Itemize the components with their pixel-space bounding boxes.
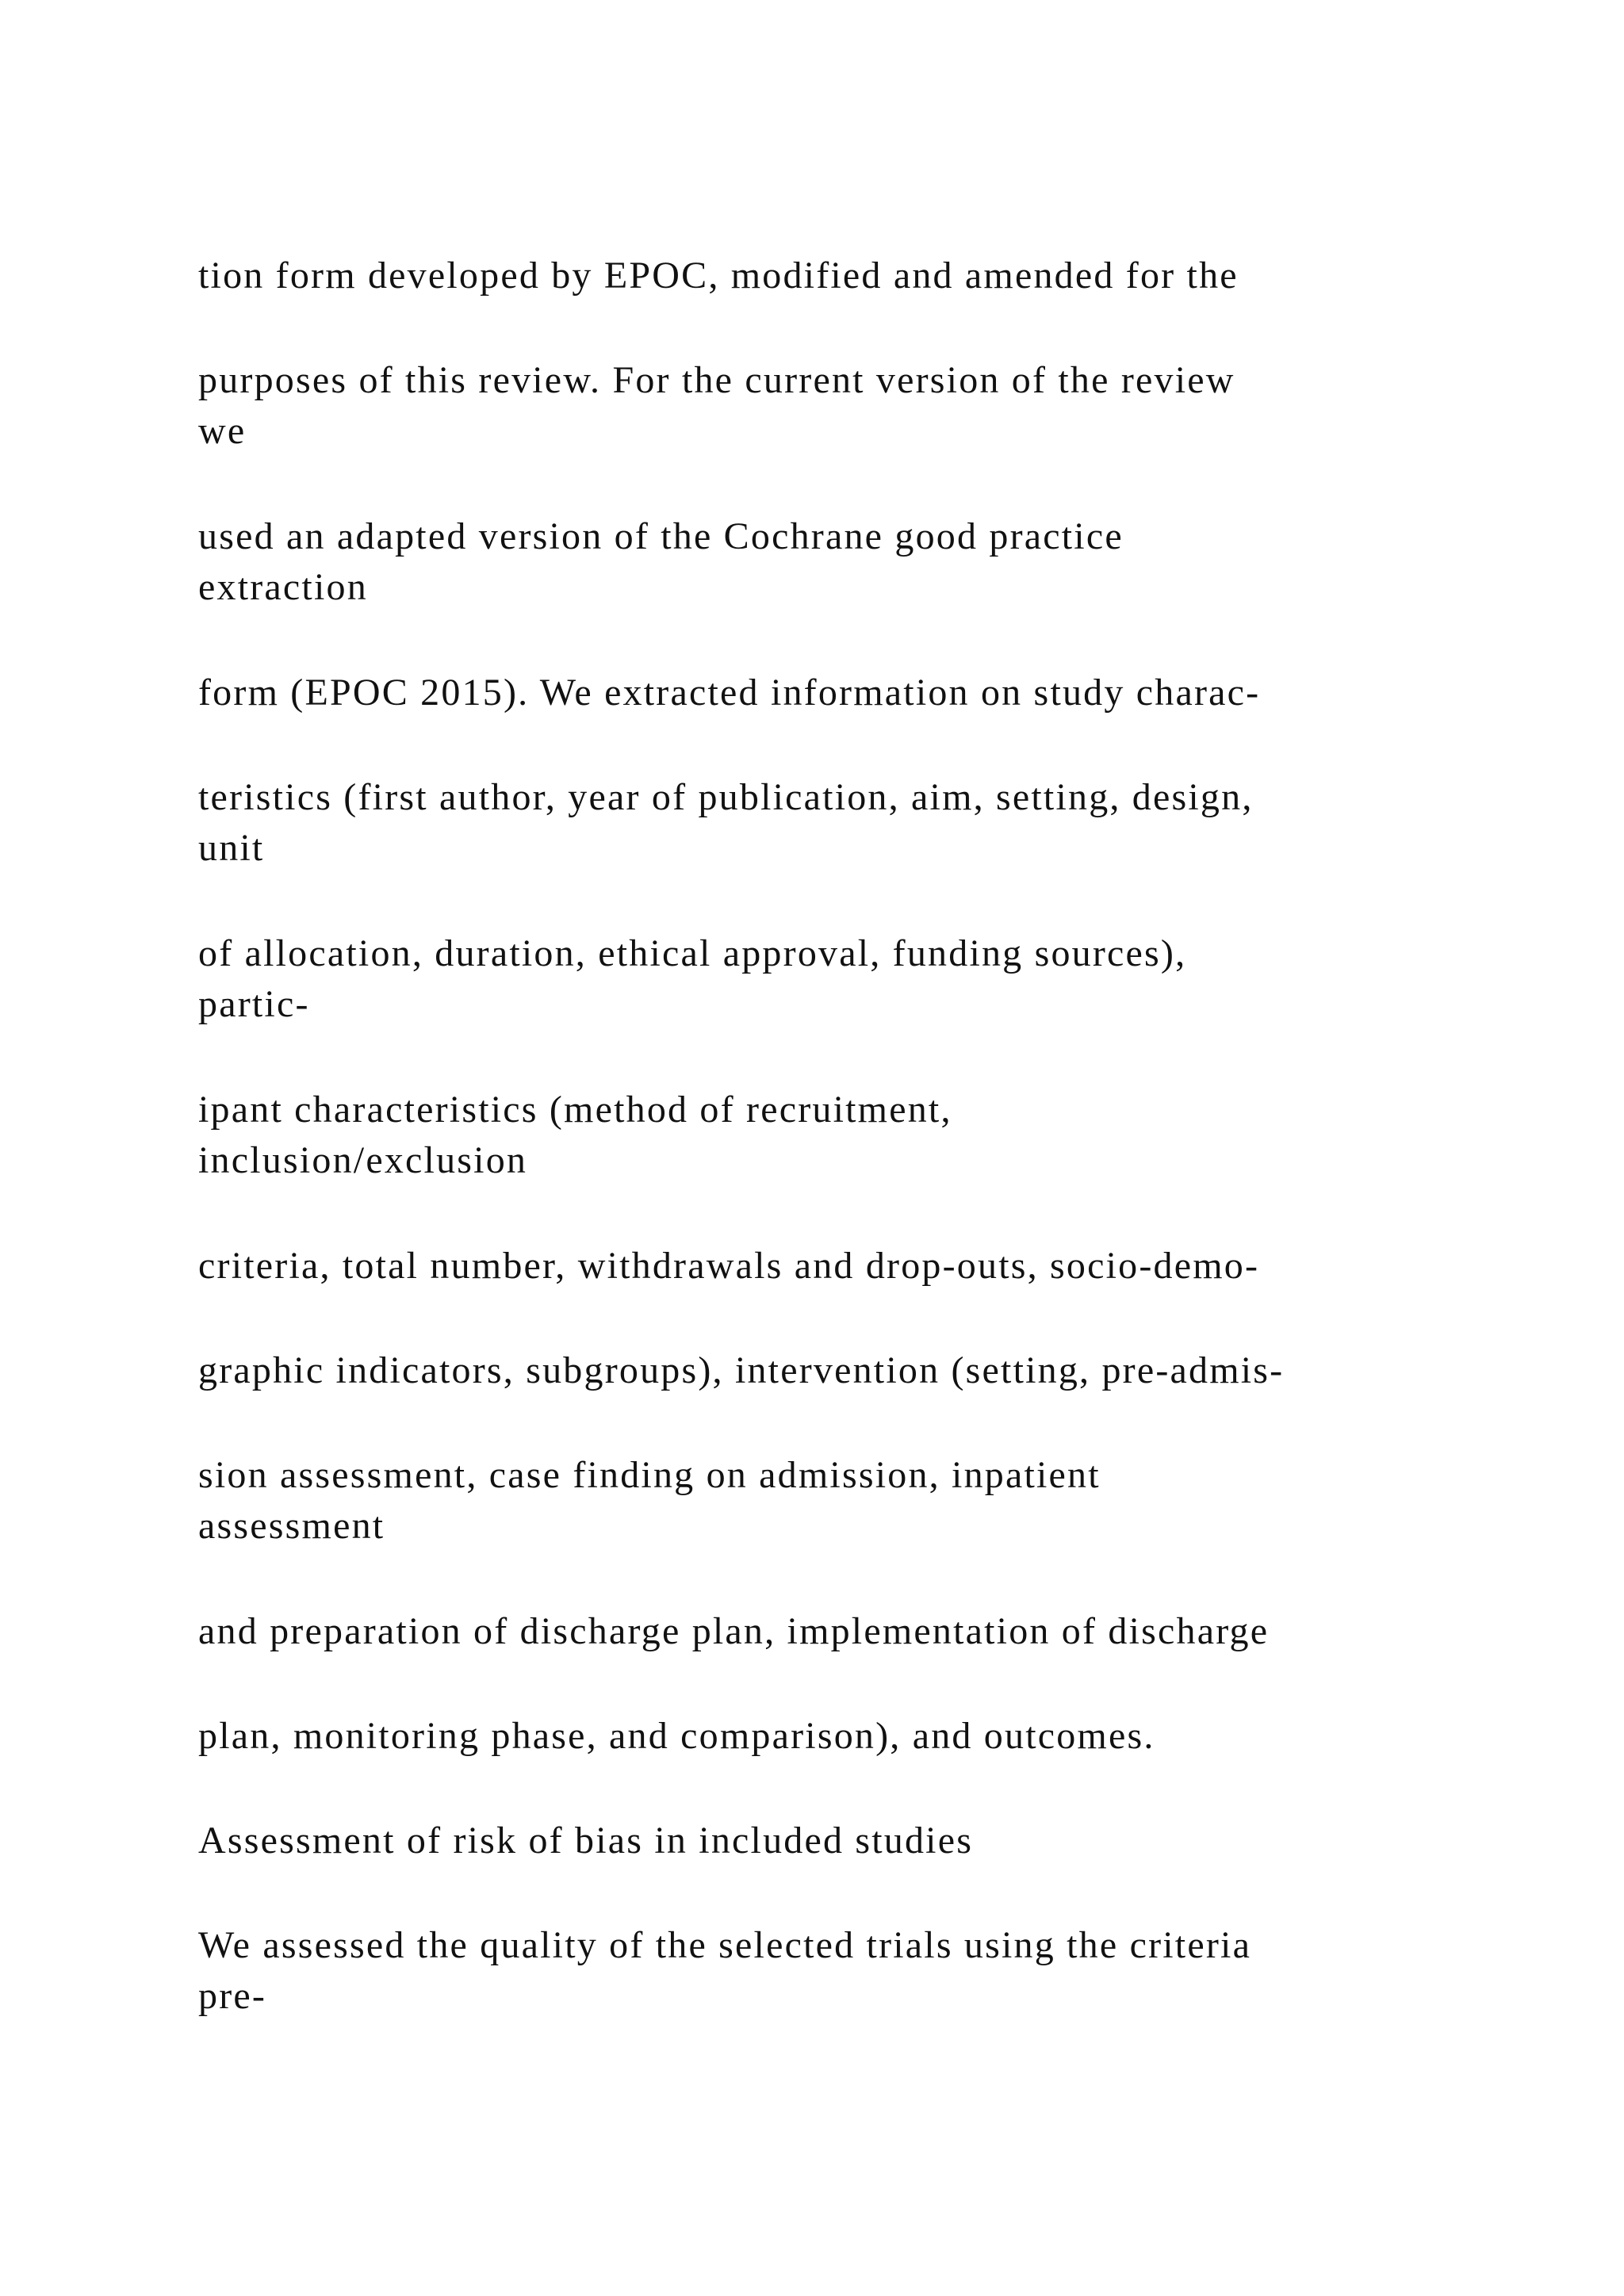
text-line: inclusion/exclusion [198,1139,528,1181]
text-line: tion form developed by EPOC, modified and amended for the [198,254,1239,297]
paragraph [198,1606,1507,1657]
text-line: teristics (first author, year of publication, aim, setting, design, [198,776,1254,818]
text-line: partic- [198,983,310,1025]
text-line: assessment [198,1505,385,1547]
text-line: ipant characteristics (method of recruitment, [198,1089,952,1131]
text-line: plan, monitoring phase, and comparison), and outcomes. [198,1715,1155,1757]
text-line: graphic indicators, subgroups), intervention (setting, pre-admis- [198,1349,1285,1391]
text-line: extraction [198,566,368,608]
paragraph [198,251,1507,301]
text-line: and preparation of discharge plan, implementation of discharge [198,1610,1270,1652]
section-heading [198,1816,1507,1866]
paragraph [198,1920,1507,2022]
paragraph [198,772,1507,874]
paragraph [198,1450,1507,1552]
paragraph [198,1345,1507,1396]
paragraph [198,355,1507,457]
text-line: unit [198,827,265,869]
paragraph [198,928,1507,1030]
text-line: sion assessment, case finding on admission, inpatient [198,1454,1101,1496]
paragraph [198,1241,1507,1292]
text-line: used an adapted version of the Cochrane good practice [198,515,1124,557]
text-line: purposes of this review. For the current version of the review [198,359,1235,401]
paragraph [198,1711,1507,1762]
text-line: We assessed the quality of the selected trials using the criteria [198,1924,1252,1966]
text-line: criteria, total number, withdrawals and drop-outs, socio-demo- [198,1245,1260,1287]
text-line: Assessment of risk of bias in included studies [198,1820,974,1862]
text-line: form (EPOC 2015). We extracted information on study charac- [198,672,1261,714]
text-line: we [198,410,247,452]
text-line: of allocation, duration, ethical approval, funding sources), [198,932,1187,974]
paragraph [198,668,1507,718]
paragraph [198,1085,1507,1186]
paragraph [198,511,1507,613]
text-line: pre- [198,1975,267,2017]
